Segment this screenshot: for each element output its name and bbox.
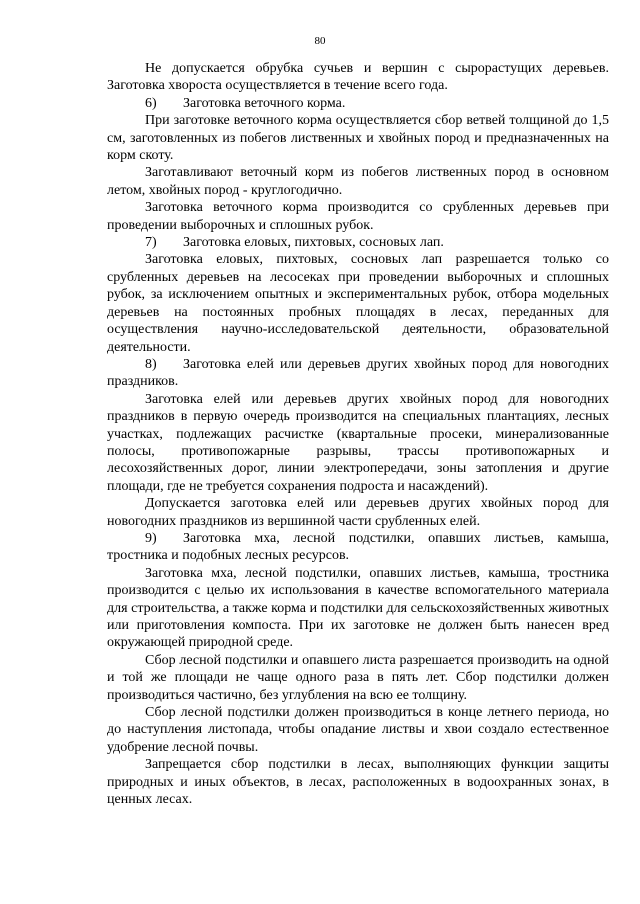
section-title: Заготовка еловых, пихтовых, сосновых лап. — [183, 235, 444, 251]
body-paragraph: Заготовка еловых, пихтовых, сосновых лап разрешается только со срубленных деревьев на лесосеках при проведении выборочных и сплошных рубок, за исключением опытных и экспериментальных рубок, отбора модельных деревьев на постоянных пробных площадях в лесах, переданных для осуществления научно-исследовательской деятельности, образовательной деятельности. — [107, 252, 609, 355]
section-heading — [107, 95, 609, 112]
body-paragraph: Не допускается обрубка сучьев и вершин с сырорастущих деревьев. Заготовка хвороста осуществляется в течение всего года. — [107, 61, 609, 94]
section-title: Заготовка елей или деревьев других хвойных пород для новогодних праздников. — [107, 356, 609, 390]
body-paragraph: Заготовка елей или деревьев других хвойных пород для новогодних праздников в первую очередь производится на специальных плантациях, лесных участках, подлежащих расчистке (квартальные просеки, минерализованные полосы, противопожарные разрывы, трассы противопожарных и лесохозяйственных дорог, линии электропередачи, зоны затопления и другие площади, где не требуется сохранения подроста и насаждений). — [107, 391, 609, 494]
document-body — [107, 60, 609, 808]
section-heading — [107, 530, 609, 565]
body-paragraph: Заготовка веточного корма производится со срубленных деревьев при проведении выборочных и сплошных рубок. — [107, 200, 609, 233]
body-paragraph: Допускается заготовка елей или деревьев других хвойных пород для новогодних праздников из вершинной части срубленных елей. — [107, 496, 609, 529]
section-heading — [107, 234, 609, 251]
section-number: 8) — [145, 356, 157, 372]
section-number: 6) — [145, 95, 157, 111]
body-paragraph: Сбор лесной подстилки должен производиться в конце летнего периода, но до наступления листопада, чтобы опадание листвы и хвои создало естественное удобрение лесной почвы. — [107, 705, 609, 755]
section-title: Заготовка мха, лесной подстилки, опавших листьев, камыша, тростника и подобных лесных ресурсов. — [107, 530, 609, 564]
page-number: 80 — [314, 35, 326, 47]
body-paragraph: Запрещается сбор подстилки в лесах, выполняющих функции защиты природных и иных объектов, в лесах, расположенных в водоохранных зонах, в ценных лесах. — [107, 757, 609, 808]
body-paragraph: Заготовка мха, лесной подстилки, опавших листьев, камыша, тростника производится с целью их использования в качестве вспомогательного материала для строительства, а также корма и подстилки для сельскохозяйственных животных или приготовления компоста. При их заготовке не должен быть нанесен вред окружающей природной среде. — [107, 565, 609, 651]
section-number: 9) — [145, 530, 157, 546]
section-title: Заготовка веточного корма. — [183, 95, 346, 111]
body-paragraph: При заготовке веточного корма осуществляется сбор ветвей толщиной до 1,5 см, заготовленных из побегов лиственных и хвойных пород и предназначенных на корм скоту. — [107, 113, 609, 164]
section-number: 7) — [145, 235, 157, 251]
body-paragraph: Сбор лесной подстилки и опавшего листа разрешается производить на одной и той же площади не чаще одного раза в пять лет. Сбор подстилки должен производиться частично, без углубления на всю ее толщину. — [107, 652, 609, 703]
body-paragraph: Заготавливают веточный корм из побегов лиственных пород в основном летом, хвойных пород - круглогодично. — [107, 165, 609, 198]
section-heading — [107, 356, 609, 391]
